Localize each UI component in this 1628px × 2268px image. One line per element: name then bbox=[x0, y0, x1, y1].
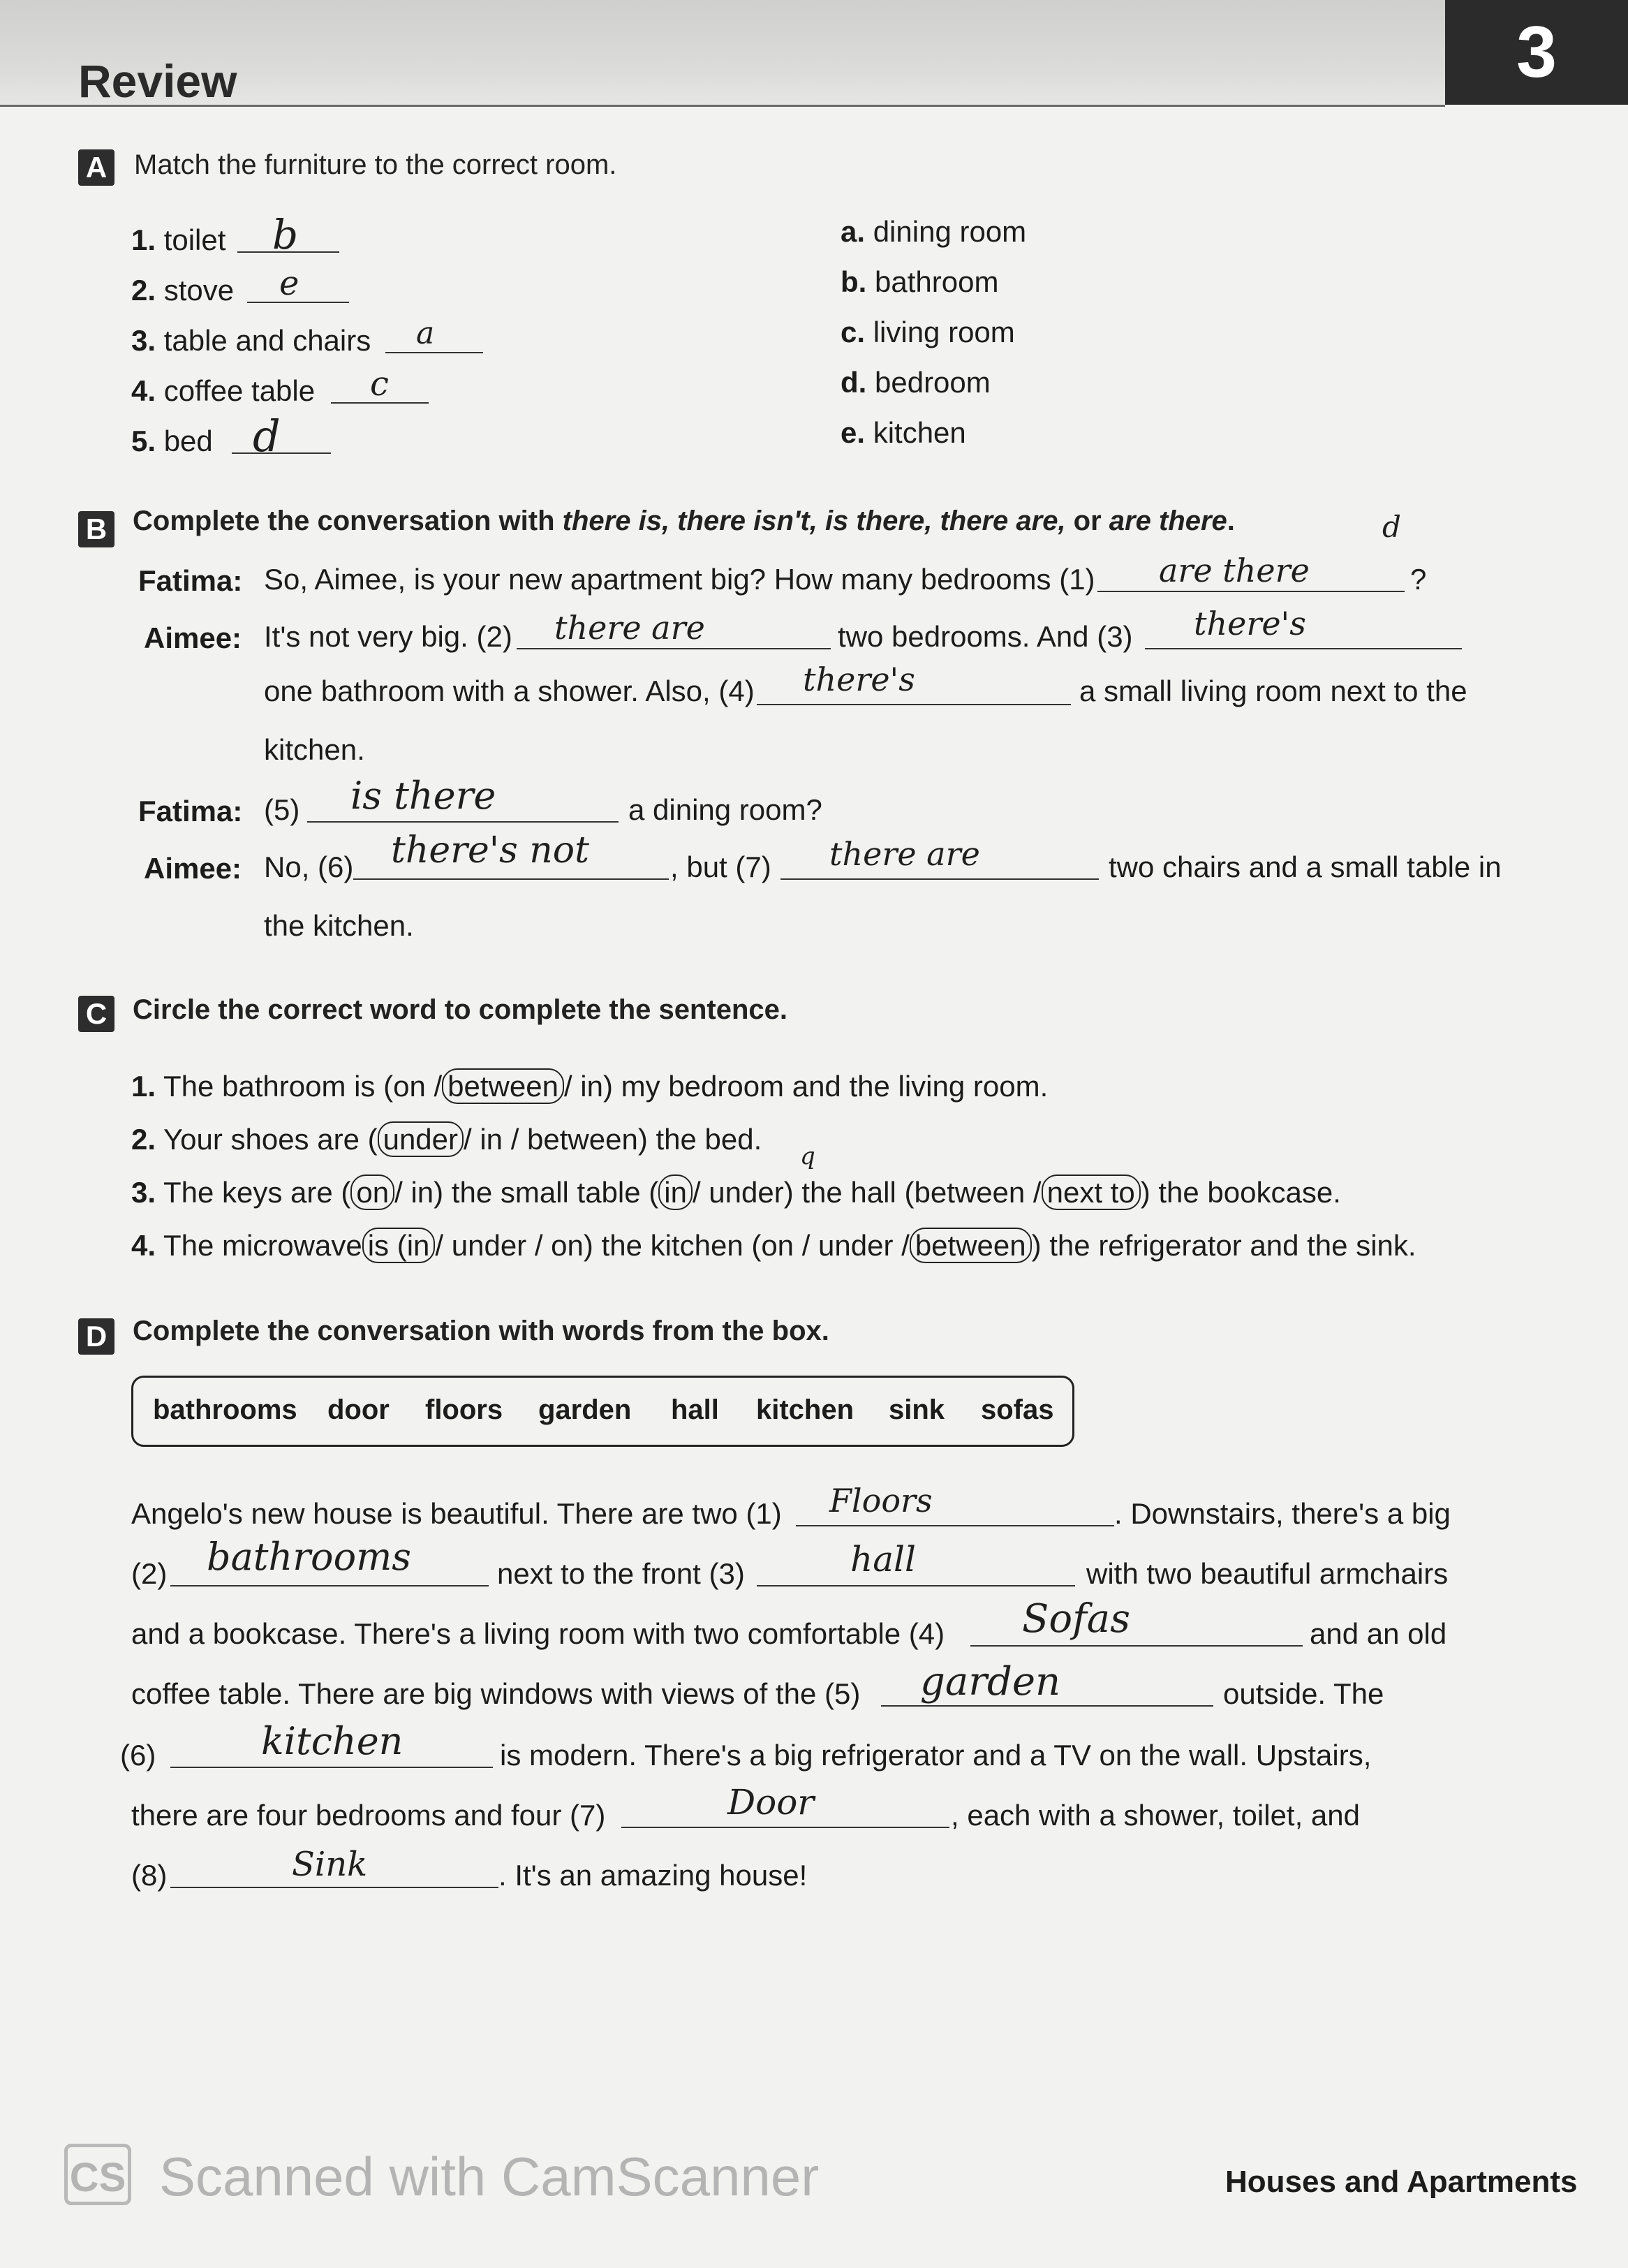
handwritten-answer: Sofas bbox=[1022, 1596, 1130, 1642]
answer-blank[interactable] bbox=[757, 704, 1071, 705]
dialog-punct: ? bbox=[1410, 563, 1427, 596]
dialog-line: No, (6) bbox=[264, 850, 354, 883]
list-item: 1. toilet bbox=[131, 223, 226, 256]
dialog-line: two chairs and a small table in bbox=[1109, 850, 1502, 883]
handwritten-answer: Door bbox=[727, 1782, 815, 1822]
dialog-line: (5) bbox=[264, 793, 300, 826]
dialog-line: , but (7) bbox=[670, 850, 771, 883]
paragraph-line: . Downstairs, there's a big bbox=[1114, 1497, 1451, 1530]
box-word: sofas bbox=[981, 1394, 1054, 1425]
handwritten-answer: kitchen bbox=[261, 1719, 404, 1763]
circled-choice[interactable]: next to bbox=[1042, 1174, 1141, 1210]
paragraph-line: coffee table. There are big windows with views of the (5) bbox=[131, 1677, 861, 1710]
box-word: kitchen bbox=[756, 1394, 854, 1425]
circled-choice[interactable]: on bbox=[350, 1174, 394, 1210]
dialog-line: the kitchen. bbox=[264, 909, 414, 942]
answer-blank[interactable] bbox=[970, 1645, 1303, 1647]
list-item: a. dining room bbox=[841, 215, 1027, 248]
circled-choice[interactable]: between bbox=[442, 1068, 564, 1104]
paragraph-line: with two beautiful armchairs bbox=[1086, 1557, 1449, 1590]
paragraph-line: (2) bbox=[131, 1557, 168, 1590]
dialog-line: a dining room? bbox=[628, 793, 822, 826]
unit-number-badge: 3 bbox=[1445, 0, 1628, 105]
speaker-label: Aimee: bbox=[144, 852, 242, 885]
box-word: hall bbox=[671, 1394, 719, 1425]
margin-mark: q bbox=[800, 1142, 815, 1170]
answer-blank[interactable] bbox=[232, 452, 331, 454]
list-item: d. bedroom bbox=[841, 366, 991, 399]
paragraph-line: and a bookcase. There's a living room with two comfortable (4) bbox=[131, 1617, 945, 1650]
paragraph-line: outside. The bbox=[1223, 1677, 1384, 1710]
dialog-line: It's not very big. (2) bbox=[264, 620, 512, 653]
section-a-badge: A bbox=[78, 149, 114, 186]
handwritten-answer: there's not bbox=[391, 830, 589, 871]
answer-blank[interactable] bbox=[881, 1705, 1213, 1707]
handwritten-answer: there are bbox=[829, 835, 980, 873]
speaker-label: Aimee: bbox=[144, 621, 242, 654]
answer-blank[interactable] bbox=[796, 1525, 1114, 1526]
handwritten-answer: there's bbox=[803, 661, 915, 698]
list-item: 3. table and chairs bbox=[131, 324, 371, 357]
circled-choice[interactable]: under bbox=[378, 1121, 464, 1157]
answer-blank[interactable] bbox=[170, 1887, 498, 1888]
dialog-line: kitchen. bbox=[264, 733, 365, 766]
paragraph-line: next to the front (3) bbox=[497, 1557, 745, 1590]
page-title: Review bbox=[78, 55, 237, 107]
handwritten-answer: c bbox=[370, 364, 389, 404]
list-item: 5. bed bbox=[131, 425, 213, 457]
handwritten-answer: d bbox=[253, 411, 281, 462]
dialog-line: So, Aimee, is your new apartment big? How many bedrooms (1) bbox=[264, 563, 1095, 596]
handwritten-answer: hall bbox=[850, 1539, 916, 1580]
dialog-line: one bathroom with a shower. Also, (4) bbox=[264, 675, 755, 707]
sentence-3: 3. The keys are ( on / in) the small table ( in / under) the hall (between / next to ) the bookcase. bbox=[131, 1176, 1341, 1209]
list-item: 2. stove bbox=[131, 274, 235, 307]
answer-blank[interactable] bbox=[517, 648, 831, 649]
paragraph-line: there are four bedrooms and four (7) bbox=[131, 1799, 606, 1832]
handwritten-answer: Sink bbox=[292, 1845, 368, 1884]
answer-blank[interactable] bbox=[621, 1827, 949, 1828]
answer-blank[interactable] bbox=[780, 878, 1099, 880]
paragraph-line: is modern. There's a big refrigerator and a TV on the wall. Upstairs, bbox=[500, 1739, 1372, 1772]
list-item: c. living room bbox=[841, 316, 1015, 348]
word-box bbox=[131, 1376, 1074, 1447]
handwritten-answer: are there bbox=[1159, 552, 1310, 589]
sentence-1: 1. The bathroom is (on / between / in) my bedroom and the living room. bbox=[131, 1070, 1049, 1103]
handwritten-answer: is there bbox=[350, 774, 496, 818]
section-c-instruction: Circle the correct word to complete the sentence. bbox=[133, 994, 788, 1025]
chapter-title: Houses and Apartments bbox=[1225, 2165, 1578, 2199]
circled-choice[interactable]: between bbox=[910, 1228, 1032, 1263]
section-a-instruction: Match the furniture to the correct room. bbox=[134, 149, 617, 180]
speaker-label: Fatima: bbox=[138, 564, 243, 597]
answer-blank[interactable] bbox=[170, 1767, 493, 1768]
section-b-instruction: Complete the conversation with there is, there isn't, is there, there are, or are there. bbox=[133, 506, 1235, 536]
margin-mark: d bbox=[1382, 510, 1401, 544]
box-word: sink bbox=[889, 1394, 945, 1425]
handwritten-answer: bathrooms bbox=[207, 1535, 411, 1579]
camscanner-watermark: Scanned with CamScanner bbox=[159, 2146, 820, 2207]
box-word: bathrooms bbox=[153, 1394, 297, 1425]
answer-blank[interactable] bbox=[385, 352, 483, 353]
circled-choice[interactable]: is (in bbox=[362, 1228, 436, 1263]
answer-blank[interactable] bbox=[1145, 648, 1462, 649]
handwritten-answer: b bbox=[272, 211, 299, 258]
handwritten-answer: there's bbox=[1194, 605, 1306, 642]
handwritten-answer: a bbox=[416, 316, 435, 351]
box-word: floors bbox=[425, 1394, 503, 1425]
dialog-line: two bedrooms. And (3) bbox=[838, 620, 1133, 653]
handwritten-answer: e bbox=[279, 264, 299, 303]
speaker-label: Fatima: bbox=[138, 795, 243, 827]
list-item: e. kitchen bbox=[841, 416, 966, 449]
dialog-line: a small living room next to the bbox=[1079, 675, 1467, 707]
section-b-badge: B bbox=[78, 511, 114, 547]
section-c-badge: C bbox=[78, 996, 114, 1032]
sentence-4: 4. The microwave is (in / under / on) the kitchen (on / under / between ) the refrigerator and the sink. bbox=[131, 1229, 1416, 1262]
paragraph-line: and an old bbox=[1310, 1617, 1447, 1650]
answer-blank[interactable] bbox=[1097, 591, 1405, 592]
paragraph-line: (6) bbox=[120, 1739, 156, 1772]
handwritten-answer: there are bbox=[554, 609, 705, 647]
handwritten-answer: Floors bbox=[829, 1482, 933, 1519]
paragraph-line: , each with a shower, toilet, and bbox=[951, 1799, 1361, 1832]
list-item: 4. coffee table bbox=[131, 374, 316, 407]
paragraph-line: (8) bbox=[131, 1859, 168, 1892]
camscanner-logo: CS bbox=[64, 2144, 131, 2205]
section-d-instruction: Complete the conversation with words from the box. bbox=[133, 1316, 829, 1346]
list-item: b. bathroom bbox=[841, 265, 999, 298]
section-d-badge: D bbox=[78, 1318, 114, 1355]
box-word: door bbox=[327, 1394, 390, 1425]
handwritten-answer: garden bbox=[920, 1659, 1061, 1704]
paragraph-line: . It's an amazing house! bbox=[498, 1859, 808, 1892]
paragraph-line: Angelo's new house is beautiful. There are two (1) bbox=[131, 1497, 782, 1530]
answer-blank[interactable] bbox=[353, 878, 669, 880]
sentence-2: 2. Your shoes are ( under / in / between) the bed. bbox=[131, 1123, 762, 1156]
circled-choice[interactable]: in bbox=[658, 1174, 693, 1210]
answer-blank[interactable] bbox=[170, 1585, 489, 1586]
answer-blank[interactable] bbox=[307, 821, 619, 823]
answer-blank[interactable] bbox=[757, 1585, 1075, 1586]
box-word: garden bbox=[538, 1394, 632, 1425]
